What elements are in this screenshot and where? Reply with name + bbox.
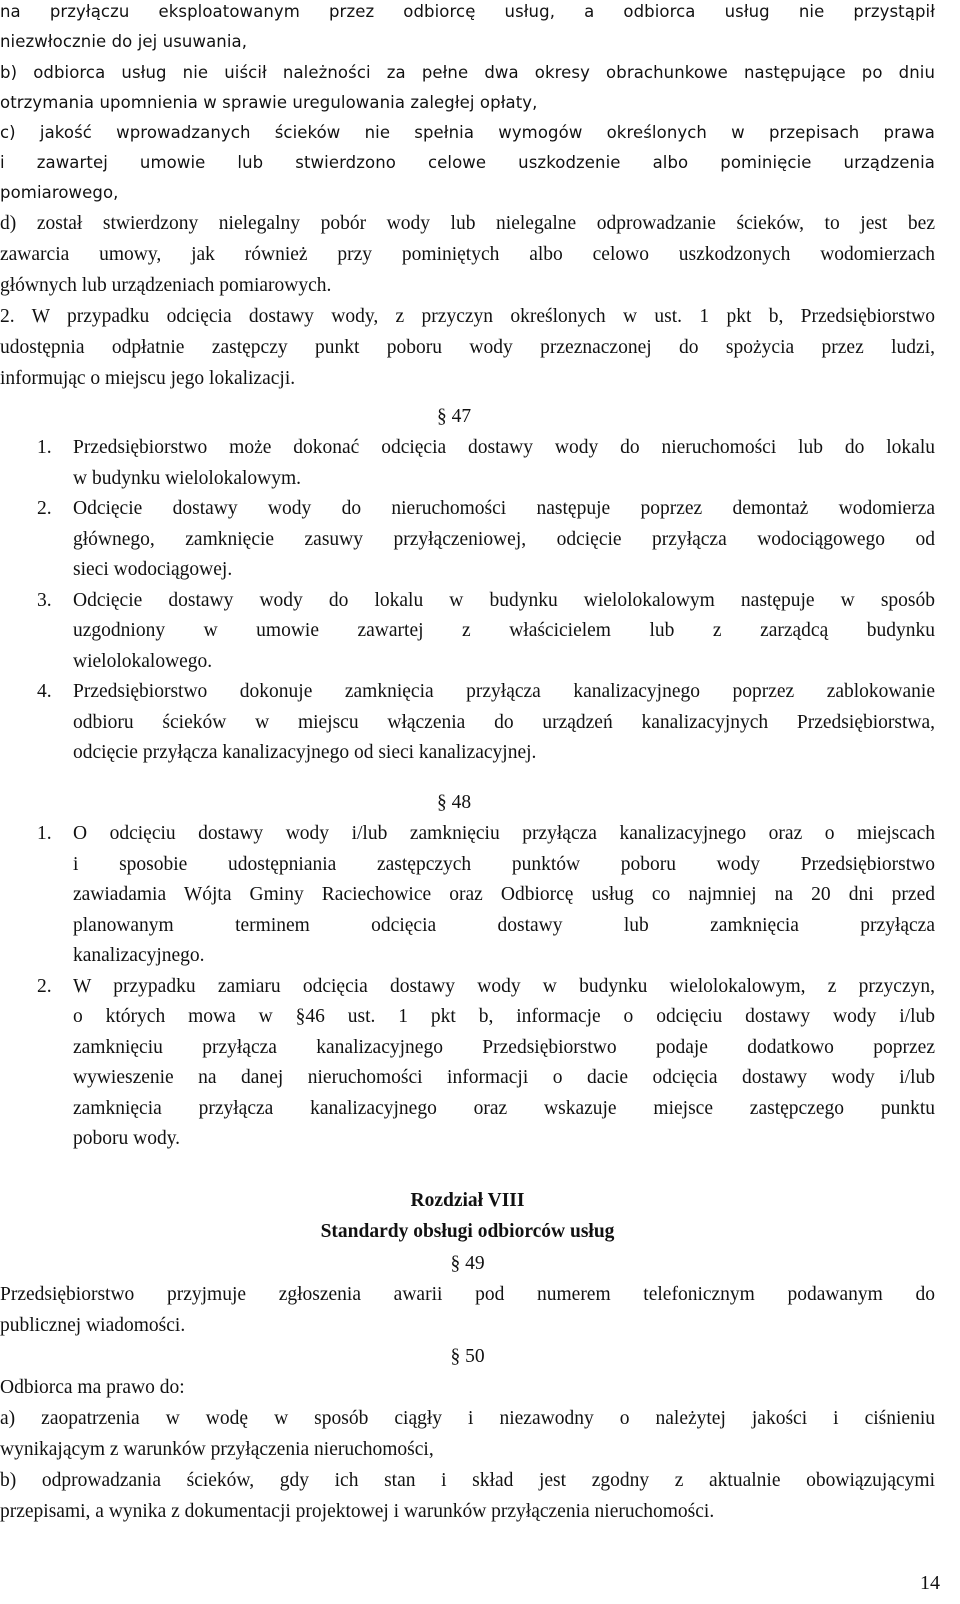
list-item-line: Odcięcie dostawy wody do nieruchomości następuje poprzez demontaż wodomierza xyxy=(73,498,935,519)
list-item-number: 3. xyxy=(37,589,52,611)
section-heading-48: § 48 xyxy=(436,792,472,813)
list-item-line: odbioru ścieków w miejscu włączenia do urządzeń kanalizacyjnych Przedsiębiorstwa, xyxy=(73,711,935,733)
list-item-line: zamknięcia przyłącza kanalizacyjnego oraz wskazuje miejsce zastępczego punktu xyxy=(73,1097,935,1119)
text-line: i zawartej umowie lub stwierdzono celowe uszkodzenie albo pominięcie urządzenia xyxy=(0,153,935,172)
list-item-line: sieci wodociągowej. xyxy=(73,559,233,580)
text-line: na przyłączu eksploatowanym przez odbiorcę usług, a odbiorca usług nie przystąpił xyxy=(0,2,935,21)
list-item-line: w budynku wielolokalowym. xyxy=(73,467,302,489)
text-line: Odbiorca ma prawo do: xyxy=(0,1377,185,1398)
text-line: pomiarowego, xyxy=(0,183,119,202)
list-item-line: O odcięciu dostawy wody i/lub zamknięciu przyłącza kanalizacyjnego oraz o miejscach xyxy=(73,823,935,844)
list-item-line: kanalizacyjnego. xyxy=(73,945,205,966)
text-line: udostępnia odpłatnie zastępczy punkt poboru wody przeznaczonej do spożycia przez ludzi, xyxy=(0,337,935,358)
list-item-number: 2. xyxy=(37,975,52,997)
text-line: głównych lub urządzeniach pomiarowych. xyxy=(0,275,332,296)
list-item-line: odcięcie przyłącza kanalizacyjnego od sieci kanalizacyjnej. xyxy=(73,742,537,763)
list-item-line: wywieszenie na danej nieruchomości informacji o dacie odcięcia dostawy wody i/lub xyxy=(73,1067,935,1088)
section-heading-49: § 49 xyxy=(450,1253,485,1274)
text-line: c) jakość wprowadzanych ścieków nie spełnia wymogów określonych w przepisach prawa xyxy=(0,123,935,142)
text-line: otrzymania upomnienia w sprawie uregulowania zaległej opłaty, xyxy=(0,93,538,112)
list-item-line: o których mowa w §46 ust. 1 pkt b, informacje o odcięciu dostawy wody i/lub xyxy=(73,1006,935,1027)
list-item-line: Przedsiębiorstwo dokonuje zamknięcia przyłącza kanalizacyjnego poprzez zablokowanie xyxy=(73,681,935,702)
list-item-line: głównego, zamknięcie zasuwy przyłączeniowej, odcięcie przyłącza wodociągowego od xyxy=(73,528,935,550)
text-line: 2. W przypadku odcięcia dostawy wody, z przyczyn określonych w ust. 1 pkt b, Przedsiębiorstwo xyxy=(0,306,935,327)
text-line: b) odbiorca usług nie uiścił należności za pełne dwa okresy obrachunkowe następujące po dniu xyxy=(0,63,935,82)
list-item-line: W przypadku zamiaru odcięcia dostawy wody w budynku wielolokalowym, z przyczyn, xyxy=(73,975,935,997)
list-item-number: 4. xyxy=(37,681,52,702)
list-item-number: 1. xyxy=(37,437,52,458)
list-item-number: 2. xyxy=(37,498,52,519)
text-line: zawarcia umowy, jak również przy pominiętych albo celowo uszkodzonych wodomierzach xyxy=(0,244,935,265)
section-heading-47: § 47 xyxy=(436,406,472,427)
chapter-number: Rozdział VIII xyxy=(410,1190,525,1211)
list-item-line: zawiadamia Wójta Gminy Raciechowice oraz Odbiorcę usług co najmniej na 20 dni przed xyxy=(73,884,935,905)
section-heading-50: § 50 xyxy=(450,1346,485,1367)
list-item-line: poboru wody. xyxy=(73,1128,181,1149)
list-item-line: i sposobie udostępniania zastępczych punktów poboru wody Przedsiębiorstwo xyxy=(73,853,935,875)
text-line: publicznej wiadomości. xyxy=(0,1315,186,1336)
list-item-line: uzgodniony w umowie zawartej z właścicielem lub z zarządcą budynku xyxy=(73,620,935,641)
chapter-title: Standardy obsługi odbiorców usług xyxy=(320,1221,615,1242)
list-item-line: wielolokalowego. xyxy=(73,650,213,672)
text-line: wynikającym z warunków przyłączenia nieruchomości, xyxy=(0,1439,434,1460)
page-number: 14 xyxy=(920,1572,940,1594)
text-line: b) odprowadzania ścieków, gdy ich stan i skład jest zgodny z aktualnie obowiązującymi xyxy=(0,1470,935,1491)
text-line: d) został stwierdzony nielegalny pobór wody lub nielegalne odprowadzanie ścieków, to jest bez xyxy=(0,213,935,234)
list-item-number: 1. xyxy=(37,823,52,844)
list-item-line: Odcięcie dostawy wody do lokalu w budynku wielolokalowym następuje w sposób xyxy=(73,589,935,611)
text-line: a) zaopatrzenia w wodę w sposób ciągły i niezawodny o należytej jakości i ciśnieniu xyxy=(0,1408,935,1429)
list-item-line: Przedsiębiorstwo może dokonać odcięcia dostawy wody do nieruchomości lub do lokalu xyxy=(73,437,935,458)
text-line: niezwłocznie do jej usuwania, xyxy=(0,32,248,51)
text-line: Przedsiębiorstwo przyjmuje zgłoszenia awarii pod numerem telefonicznym podawanym do xyxy=(0,1284,935,1305)
list-item-line: planowanym terminem odcięcia dostawy lub zamknięcia przyłącza xyxy=(73,914,935,936)
text-line: przepisami, a wynika z dokumentacji projektowej i warunków przyłączenia nieruchomości. xyxy=(0,1501,715,1522)
list-item-line: zamknięciu przyłącza kanalizacyjnego Przedsiębiorstwo podaje dodatkowo poprzez xyxy=(73,1036,935,1058)
text-line: informując o miejscu jego lokalizacji. xyxy=(0,368,296,389)
